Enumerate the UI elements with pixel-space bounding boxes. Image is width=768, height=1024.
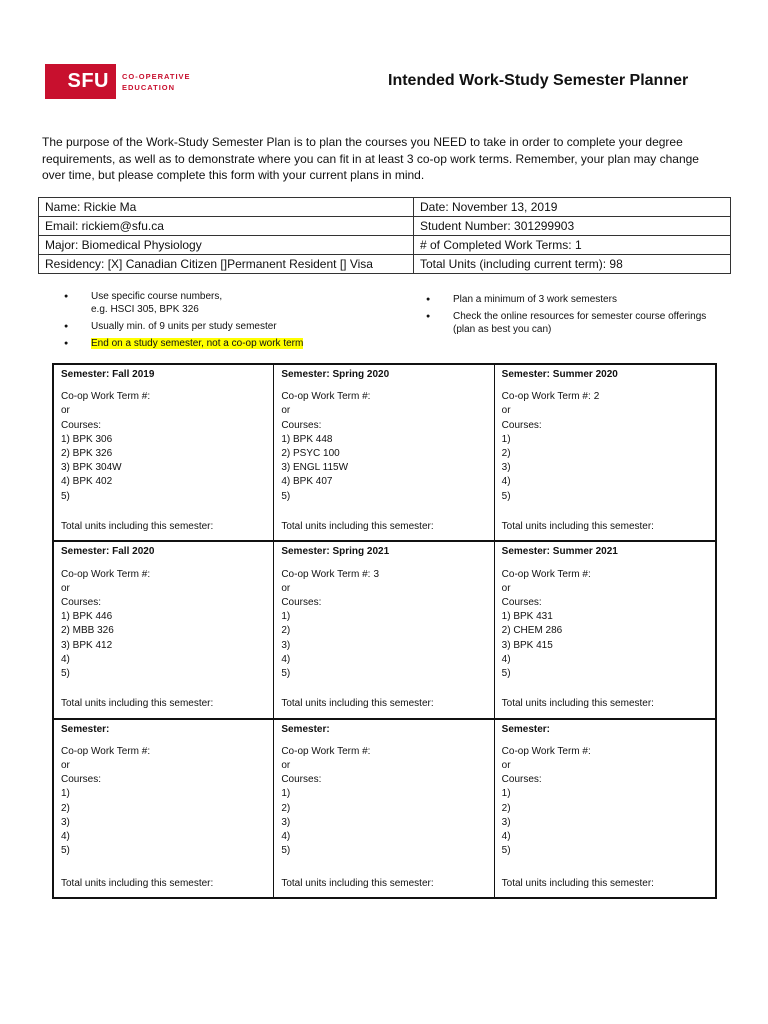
- semester-cell[interactable]: [54, 720, 274, 897]
- sfu-coop-logo: [45, 64, 191, 99]
- guideline-item: [64, 337, 303, 350]
- completed-work-terms-field[interactable]: # of Completed Work Terms: 1: [414, 236, 731, 255]
- semester-cell[interactable]: [274, 365, 494, 542]
- course-entry: 5): [61, 845, 70, 857]
- course-entry: 3): [61, 816, 70, 828]
- course-entry: 1) BPK 431: [501, 611, 553, 623]
- total-units-label: Total units including this semester:: [281, 521, 434, 533]
- or-label: or: [501, 760, 511, 772]
- semester-cell[interactable]: [54, 542, 274, 719]
- work-term-label: Co-op Work Term #:: [281, 568, 371, 580]
- course-entry: 1): [281, 788, 291, 800]
- semester-cell[interactable]: [495, 720, 715, 897]
- course-entry: 1): [501, 788, 511, 800]
- total-units-label: Total units including this semester:: [61, 521, 214, 533]
- total-units-label: Total units including this semester:: [501, 877, 654, 889]
- courses-label: Courses:: [281, 596, 322, 608]
- total-units-label: Total units including this semester:: [501, 698, 654, 710]
- work-term-line: [502, 390, 708, 404]
- or-label: or: [61, 405, 70, 417]
- or-label: or: [281, 405, 291, 417]
- course-entry: 3) BPK 304W: [61, 462, 122, 474]
- semester-label: Semester:: [61, 723, 110, 735]
- or-label: or: [61, 760, 70, 772]
- or-label: or: [61, 582, 70, 594]
- course-entry: 5): [281, 490, 291, 502]
- semester-cell[interactable]: [495, 365, 715, 542]
- work-term-value[interactable]: 2: [593, 391, 600, 403]
- work-term-label: Co-op Work Term #:: [281, 745, 371, 757]
- course-entry: 1) BPK 446: [61, 611, 113, 623]
- course-entry: 3) BPK 415: [501, 639, 553, 651]
- work-term-label: Co-op Work Term #:: [501, 568, 591, 580]
- logo-text: [122, 71, 191, 93]
- courses-label: Courses:: [61, 596, 102, 608]
- course-entry: 3): [281, 816, 291, 828]
- highlighted-guideline: End on a study semester, not a co-op work term: [91, 338, 304, 349]
- courses-label: Courses:: [281, 774, 322, 786]
- work-term-label: Co-op Work Term #:: [61, 391, 151, 403]
- logo-mark: SFU: [45, 64, 116, 99]
- or-label: or: [501, 582, 511, 594]
- course-entry: 2): [281, 802, 291, 814]
- semester-label: Semester: Spring 2020: [281, 369, 390, 380]
- major-field[interactable]: Major: Biomedical Physiology: [39, 236, 414, 255]
- courses-label: Courses:: [61, 419, 102, 431]
- course-entry: 4) BPK 402: [61, 476, 113, 488]
- course-entry: 2): [61, 802, 70, 814]
- course-entry: 1): [281, 611, 291, 623]
- course-entry: 5): [281, 667, 291, 679]
- residency-field[interactable]: Residency: [X] Canadian Citizen []Permanent Resident [] Visa: [39, 255, 414, 274]
- semester-planner-grid: [52, 363, 717, 899]
- or-label: or: [501, 405, 511, 417]
- work-term-line: [281, 390, 486, 404]
- semester-label: Semester: Summer 2021: [501, 546, 618, 558]
- course-entry: 4): [281, 831, 291, 843]
- course-entry: 3) ENGL 115W: [281, 462, 349, 474]
- guideline-item: ● Usually min. of 9 units per study semester: [64, 320, 303, 333]
- logo-line-1: CO-OPERATIVE: [122, 71, 191, 81]
- courses-label: Courses:: [501, 419, 542, 431]
- course-entry: 5): [501, 845, 511, 857]
- work-term-line: [281, 745, 486, 759]
- total-units-label: Total units including this semester:: [281, 698, 434, 710]
- course-entry: 4): [281, 653, 291, 665]
- courses-label: Courses:: [501, 774, 542, 786]
- work-term-label: Co-op Work Term #:: [61, 568, 151, 580]
- courses-label: Courses:: [501, 596, 542, 608]
- course-entry: 2): [281, 625, 291, 637]
- or-label: or: [281, 582, 291, 594]
- courses-label: Courses:: [61, 774, 102, 786]
- course-entry: 4): [61, 831, 70, 843]
- guideline-item: ● Plan a minimum of 3 work semesters: [426, 293, 706, 306]
- guideline-list-left: [64, 290, 303, 354]
- guideline-item: ● Check the online resources for semester course offerings (plan as best you can): [426, 310, 706, 336]
- work-term-value[interactable]: 3: [373, 568, 379, 580]
- course-entry: 5): [501, 667, 511, 679]
- work-term-label: Co-op Work Term #:: [281, 391, 371, 403]
- course-entry: 4): [61, 653, 70, 665]
- intro-paragraph: The purpose of the Work-Study Semester Plan is to plan the courses you NEED to take in order to complete your degree requirements, as well as to demonstrate where you can fit in at least 3 co-op work terms. Remember, your plan may change over time, but please complete this form with your current plans in mind.: [42, 135, 699, 182]
- total-units-label: Total units including this semester:: [61, 877, 214, 889]
- work-term-line: [61, 745, 266, 759]
- course-entry: 2): [501, 802, 511, 814]
- course-entry: 5): [61, 490, 70, 502]
- logo-line-2: EDUCATION: [122, 82, 176, 92]
- courses-label: Courses:: [281, 419, 322, 431]
- course-entry: 1) BPK 448: [281, 433, 333, 445]
- page-title: Intended Work-Study Semester Planner: [388, 72, 689, 89]
- work-term-line: [281, 568, 486, 582]
- semester-label: Semester: Summer 2020: [501, 369, 618, 380]
- work-term-line: [61, 390, 266, 404]
- date-field[interactable]: Date: November 13, 2019: [414, 198, 731, 217]
- course-entry: 3): [501, 462, 511, 474]
- work-term-line: [502, 745, 708, 759]
- semester-label: Semester:: [281, 723, 330, 735]
- guideline-list-right: [426, 293, 706, 340]
- total-units-label: Total units including this semester:: [281, 877, 434, 889]
- course-entry: 4) BPK 407: [281, 476, 333, 488]
- course-entry: 4): [501, 476, 511, 488]
- semester-label: Semester:: [501, 723, 551, 735]
- course-entry: 3) BPK 412: [61, 639, 113, 651]
- semester-cell[interactable]: [54, 365, 274, 542]
- course-entry: 5): [61, 667, 70, 679]
- guideline-item: ● Use specific course numbers, e.g. HSCI 305, BPK 326: [64, 290, 303, 316]
- course-entry: 4): [501, 653, 511, 665]
- course-entry: 4): [501, 831, 511, 843]
- name-field[interactable]: Name: Rickie Ma: [39, 198, 414, 217]
- course-entry: 2) CHEM 286: [501, 625, 563, 637]
- course-entry: 2): [501, 448, 511, 460]
- or-label: or: [281, 760, 291, 772]
- course-entry: 1) BPK 306: [61, 433, 113, 445]
- work-term-label: Co-op Work Term #:: [501, 745, 591, 757]
- semester-cell[interactable]: [495, 542, 715, 719]
- student-number-field[interactable]: Student Number: 301299903: [414, 217, 731, 236]
- course-entry: 5): [281, 845, 291, 857]
- course-entry: 3): [281, 639, 291, 651]
- email-field[interactable]: Email: rickiem@sfu.ca: [39, 217, 414, 236]
- course-entry: 2) MBB 326: [61, 625, 114, 637]
- course-entry: 3): [501, 816, 511, 828]
- work-term-label: Co-op Work Term #:: [501, 391, 591, 403]
- semester-label: Semester: Fall 2020: [61, 546, 155, 558]
- semester-label: Semester: Spring 2021: [281, 546, 390, 558]
- student-info-table: [38, 197, 731, 274]
- semester-cell[interactable]: [274, 542, 494, 719]
- course-entry: 5): [501, 490, 511, 502]
- semester-cell[interactable]: [274, 720, 494, 897]
- total-units-field[interactable]: Total Units (including current term): 98: [414, 255, 731, 274]
- work-term-line: [61, 568, 266, 582]
- course-entry: 2) BPK 326: [61, 448, 113, 460]
- work-term-line: [502, 568, 708, 582]
- course-entry: 2) PSYC 100: [281, 448, 340, 460]
- total-units-label: Total units including this semester:: [501, 521, 654, 533]
- course-entry: 1): [501, 433, 511, 445]
- work-term-label: Co-op Work Term #:: [61, 745, 151, 757]
- semester-label: Semester: Fall 2019: [61, 369, 155, 380]
- total-units-label: Total units including this semester:: [61, 698, 214, 710]
- course-entry: 1): [61, 788, 70, 800]
